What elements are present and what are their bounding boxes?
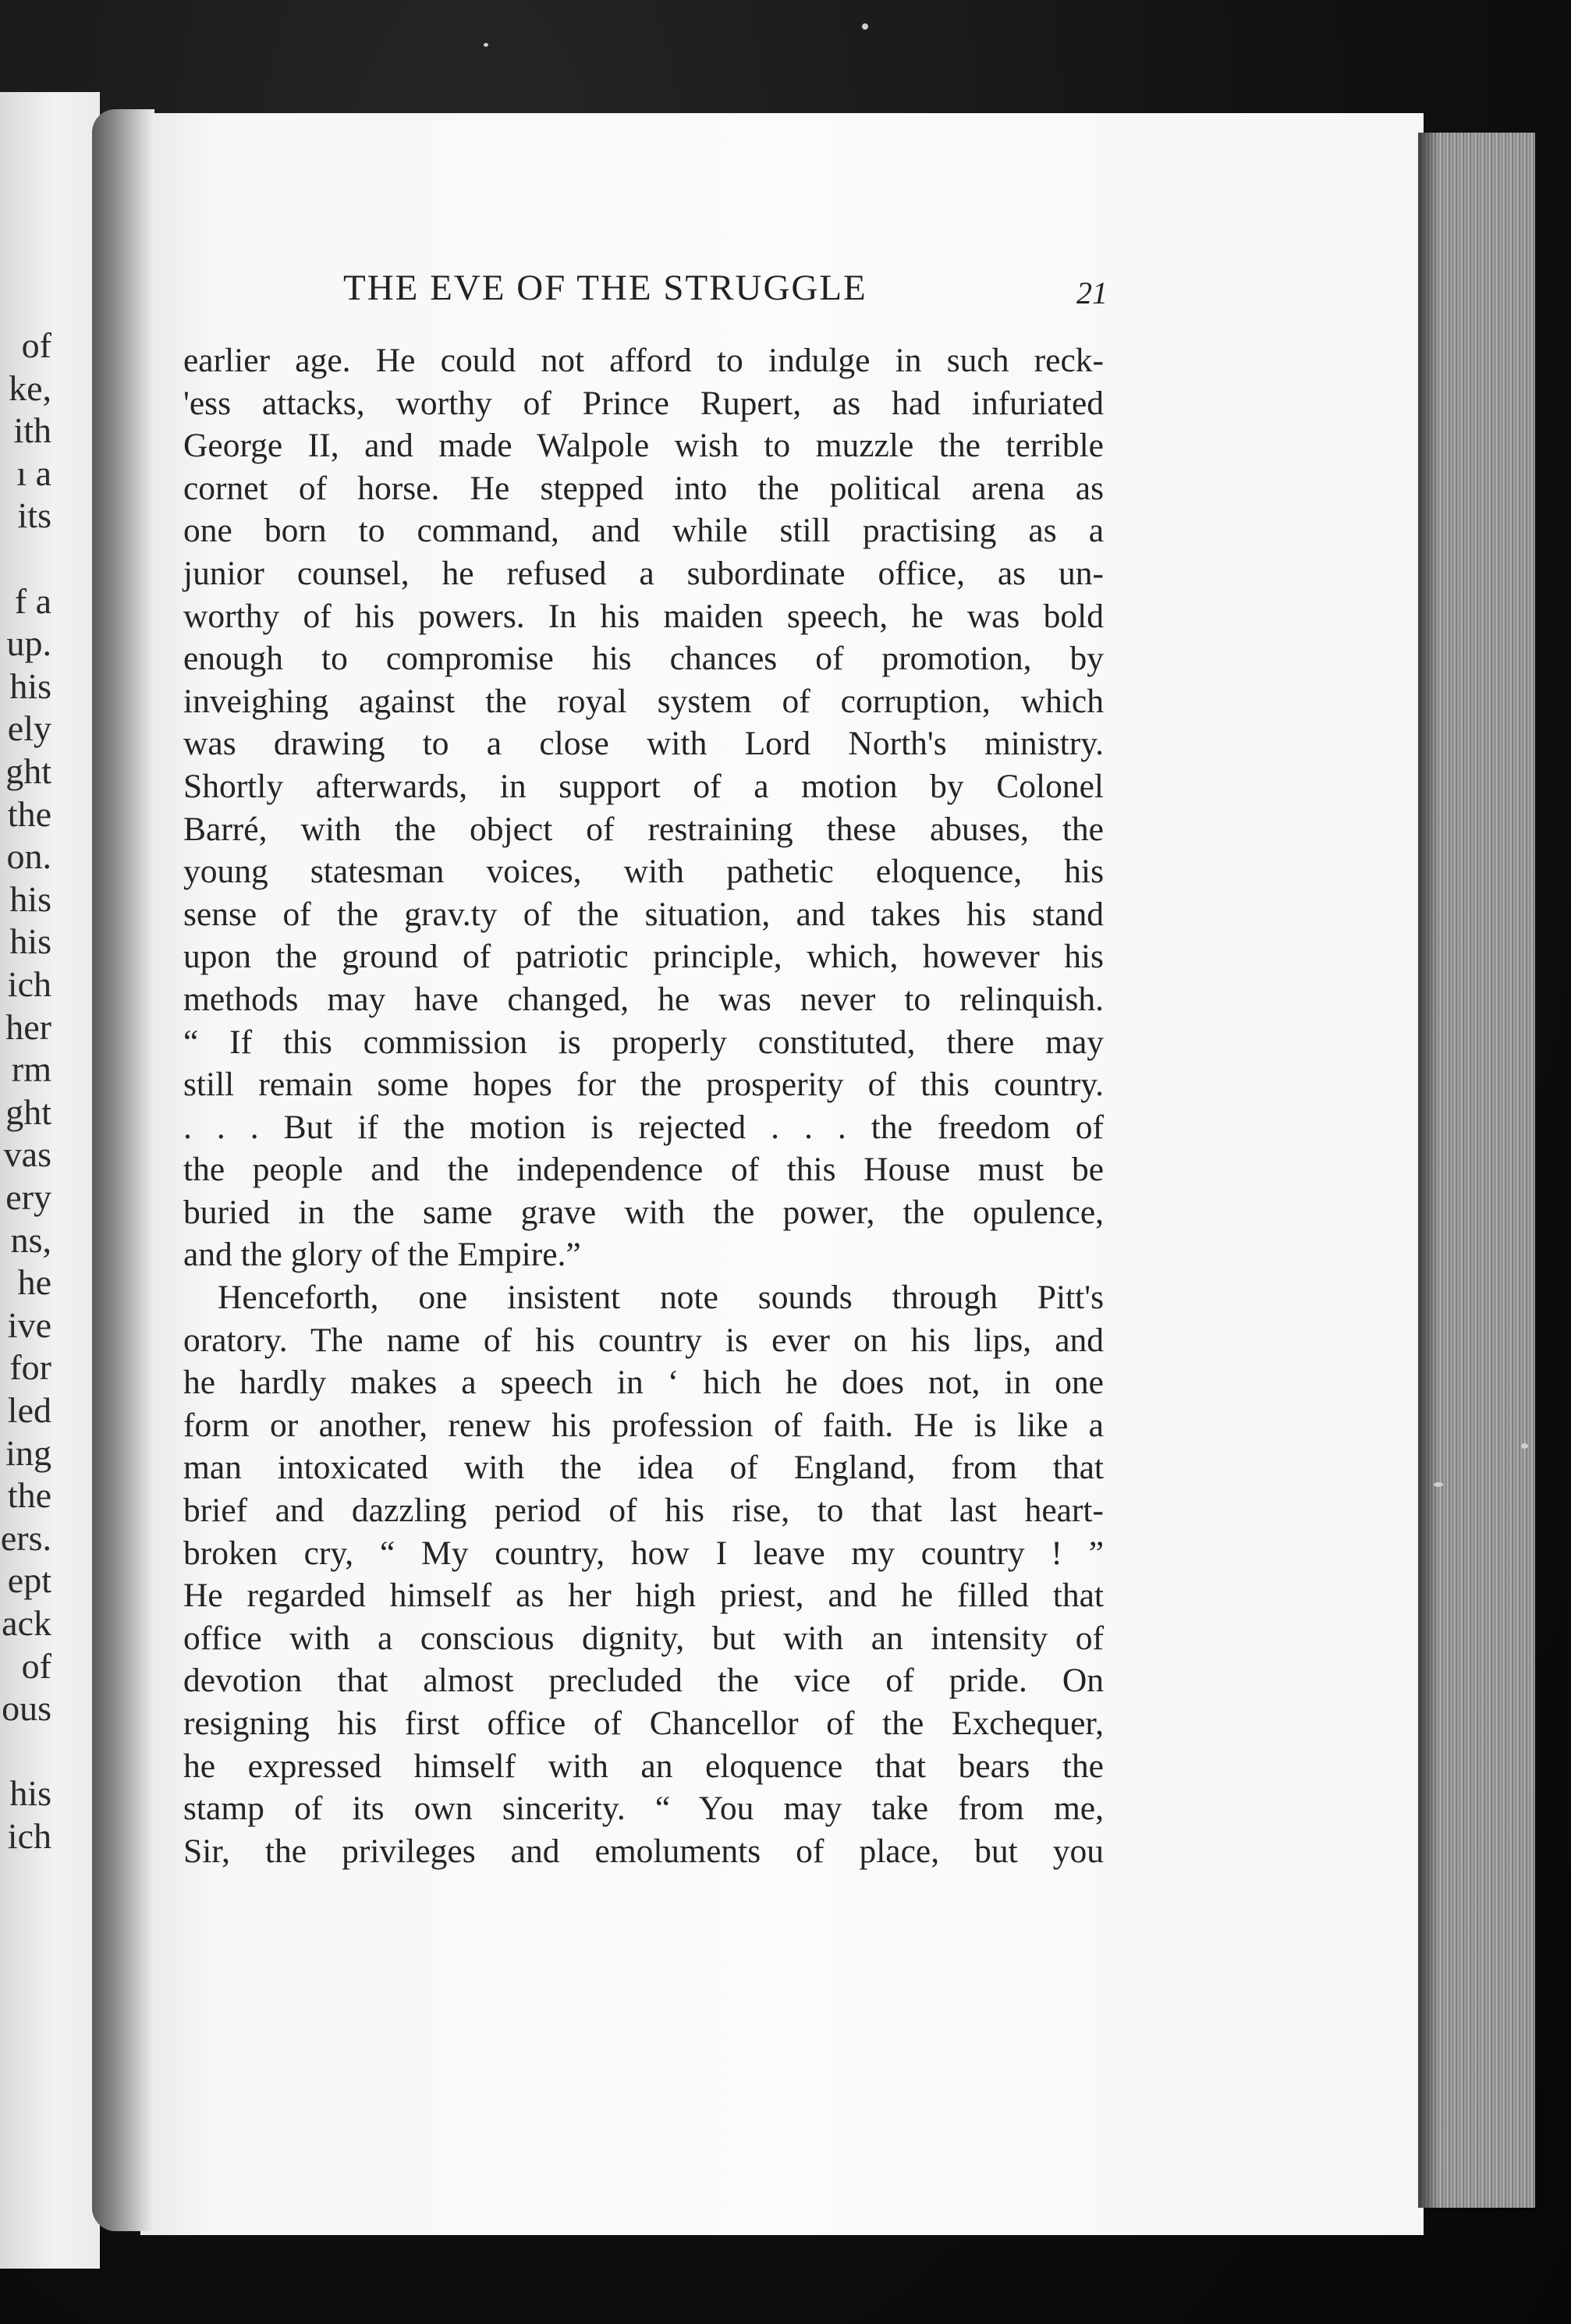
left-page-fragment: ith [13,410,51,451]
left-page-fragment: he [17,1262,51,1303]
text-line: he hardly makes a speech in ʻ hich he does not, in one [183,1364,1104,1402]
left-page-fragment: ely [7,708,51,749]
left-page-fragment: the [7,1475,51,1516]
text-line: Barré, with the object of restraining these abuses, the [183,810,1104,848]
text-line: resigning his first office of Chancellor of the Exchequer, [183,1705,1104,1742]
text-line: stamp of its own sincerity. “ You may take from me, [183,1790,1104,1828]
text-line: sense of the grav.ty of the situation, and takes his stand [183,895,1104,933]
running-head: THE EVE OF THE STRUGGLE [343,268,867,308]
text-line: buried in the same grave with the power, the opulence, [183,1193,1104,1231]
left-page-fragment: ke, [9,367,51,408]
left-page-fragment: ous [2,1688,51,1729]
left-page-fragment: of [21,1645,51,1686]
left-page-fragment: on. [6,836,51,877]
text-line: inveighing against the royal system of corruption, which [183,682,1104,720]
text-line: enough to compromise his chances of promotion, by [183,640,1104,678]
text-line: Henceforth, one insistent note sounds through Pitt's [218,1279,1104,1317]
text-line: earlier age. He could not afford to indulge in such reck- [183,342,1104,379]
dust-speck [1521,1443,1528,1449]
text-line: brief and dazzling period of his rise, to that last heart- [183,1492,1104,1530]
left-page-fragment: f a [14,580,51,621]
text-line: He regarded himself as her high priest, and he filled that [183,1577,1104,1615]
text-line: the people and the independence of this House must be [183,1151,1104,1189]
left-facing-page [0,92,100,2269]
text-line: methods may have changed, he was never to relinquish. [183,980,1104,1018]
left-page-fragment: ght [5,751,51,791]
text-line: office with a conscious dignity, but with an intensity of [183,1619,1104,1657]
text-line: . . . But if the motion is rejected . . . the freedom of [183,1108,1104,1146]
left-page-fragment: up. [6,623,51,664]
dust-speck [1434,1482,1443,1487]
text-line: one born to command, and while still practising as a [183,512,1104,550]
text-line: upon the ground of patriotic principle, which, however his [183,938,1104,976]
text-line: broken cry, “ My country, how I leave my country ! ” [183,1534,1104,1572]
left-page-fragment: ns, [10,1219,51,1260]
text-line: 'ess attacks, worthy of Prince Rupert, as had infuriated [183,384,1104,422]
text-line: was drawing to a close with Lord North's ministry. [183,725,1104,763]
left-page-fragment: ght [5,1091,51,1132]
text-line: Sir, the privileges and emoluments of place, but you [183,1832,1104,1870]
dust-speck [484,43,488,47]
text-line: and the glory of the Empire.” [183,1236,581,1274]
left-page-fragment: vas [3,1134,51,1175]
left-page-fragment: her [5,1006,51,1047]
left-page-fragment: ich [7,964,51,1004]
left-page-fragment: ery [5,1177,51,1217]
text-line: worthy of his powers. In his maiden speech, he was bold [183,597,1104,635]
text-line: junior counsel, he refused a subordinate office, as un- [183,554,1104,592]
text-line: he expressed himself with an eloquence that bears the [183,1747,1104,1785]
book-gutter [92,109,154,2231]
text-line: still remain some hopes for the prosperity of this country. [183,1066,1104,1104]
text-line: form or another, renew his profession of faith. He is like a [183,1406,1104,1444]
left-page-fragment: ı a [16,452,51,493]
text-line: man intoxicated with the idea of England, from that [183,1449,1104,1487]
text-line: devotion that almost precluded the vice of pride. On [183,1662,1104,1700]
left-page-fragment: the [7,793,51,834]
page-edge-shadow [1418,133,1438,2208]
text-line: “ If this commission is properly constituted, there may [183,1023,1104,1061]
text-line: Shortly afterwards, in support of a motion by Colonel [183,767,1104,805]
left-page-fragment: led [7,1390,51,1430]
left-page-fragment: ers. [0,1517,51,1558]
left-page-fragment: his [9,665,51,706]
left-page-fragment: his [9,878,51,919]
left-page-fragment: ing [5,1432,51,1473]
dust-speck [862,23,868,30]
left-page-fragment: ive [7,1304,51,1345]
body-text [183,339,1104,1872]
left-page-fragment: of [21,325,51,365]
left-page-fragment: ich [7,1816,51,1856]
text-line: oratory. The name of his country is ever on his lips, and [183,1321,1104,1359]
text-line: cornet of horse. He stepped into the political arena as [183,469,1104,507]
left-page-fragment: ack [2,1603,51,1643]
left-page-fragment: his [9,1773,51,1814]
left-page-fragment: rm [11,1049,51,1090]
text-line: George II, and made Walpole wish to muzzle the terrible [183,427,1104,465]
left-page-fragment: its [17,495,51,536]
left-page-fragment: his [9,921,51,962]
text-line: young statesman voices, with pathetic eloquence, his [183,853,1104,891]
left-page-fragment: ept [7,1560,51,1601]
page-number: 21 [1076,275,1108,310]
left-page-fragment: for [9,1347,51,1388]
